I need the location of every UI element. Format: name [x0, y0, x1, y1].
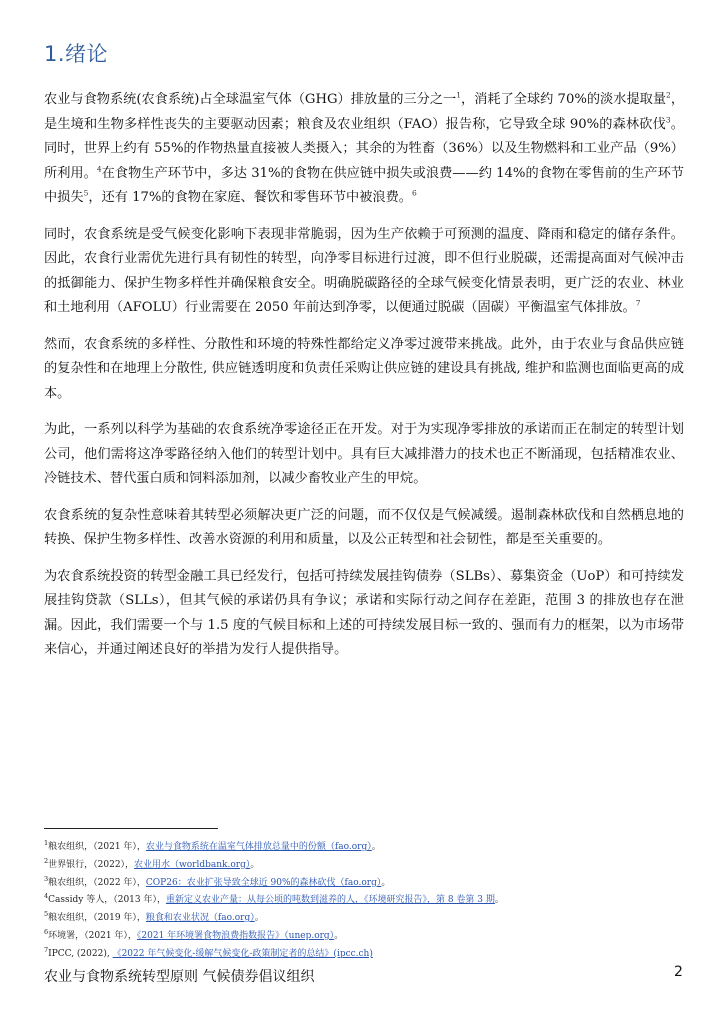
footnote-ref[interactable]: 2	[666, 90, 671, 100]
footnote-link[interactable]: 农业与食物系统在温室气体排放总量中的份额（fao.org）	[145, 842, 372, 852]
footnote-source: 世界银行，（2022），	[48, 859, 135, 870]
footnote-ref[interactable]: 5	[83, 188, 89, 198]
footnote-link[interactable]: 《2021 年环境署食物浪费指数报告》（unep.org）	[136, 930, 335, 941]
footnote-link[interactable]: COP26：农业扩张导致全球近 90%的森林砍伐（fao.org）	[145, 877, 382, 888]
footnote-source: Cassidy 等人，（2013 年），	[48, 895, 166, 906]
footnote-tail: 。	[381, 877, 391, 888]
footnote-link[interactable]: 粮食和农业状况（fao.org）	[145, 913, 255, 924]
paragraph-text: 农业与食物系统(农食系统)占全球温室气体（GHG）排放量的三分之一	[44, 92, 457, 107]
footnote-source: 粮农组织，（2019 年），	[48, 913, 146, 924]
footnote-tail: 。	[494, 895, 504, 906]
footnotes	[44, 839, 684, 964]
footnote-source: 粮农组织，（2022 年），	[48, 877, 146, 888]
footnote	[44, 928, 684, 946]
footnote-tail: 。	[250, 859, 260, 870]
footnote-source: 环境署，（2021 年），	[48, 930, 137, 941]
footnote-link[interactable]: 重新定义农业产量：从每公顷的吨数到滋养的人，《环境研究报告》，第 8 卷第 3 期	[165, 895, 495, 906]
footnote-tail: 。	[254, 913, 264, 924]
footnote	[44, 910, 684, 928]
paragraph-text: ，还有 17%的食物在家庭、餐饮和零售环节中被浪费。	[88, 190, 412, 205]
footnote-tail: 。	[334, 930, 344, 941]
paragraph-text: 在食物生产环节中，多达 31%的食物在供应链中损失或浪费——约 14%的食物在零售前的生产环节中损失	[44, 165, 684, 205]
paragraph-text: 然而，农食系统的多样性、分散性和环境的特殊性都给定义净零过渡带来挑战。此外，由于农业与食品供应链的复杂性和在地理上分散性, 供应链透明度和负责任采购让供应链的建设具有挑战, 维护和监测也面临更高的成本。	[44, 336, 684, 401]
footnote-ref[interactable]: 1	[456, 90, 462, 100]
paragraph	[44, 418, 684, 492]
body-text	[44, 88, 684, 675]
footnote-number: 5	[44, 910, 49, 919]
footer-title: 农业与食物系统转型原则 气候债券倡议组织	[44, 969, 315, 985]
footnote-ref[interactable]: 7	[635, 298, 641, 308]
section-title: 1.绪论	[44, 42, 109, 66]
paragraph	[44, 333, 684, 407]
footnote-number: 2	[44, 856, 49, 865]
footnote-source: IPCC, (2022),	[48, 948, 113, 959]
footnote-ref[interactable]: 3	[665, 115, 671, 125]
footnote	[44, 946, 684, 964]
footnote-number: 4	[44, 892, 49, 901]
footnote	[44, 857, 684, 875]
footnote-source: 粮农组织，（2021 年），	[48, 842, 146, 852]
paragraph-text: 为此，一系列以科学为基础的农食系统净零途径正在开发。对于为实现净零排放的承诺而正在制定的转型计划公司，他们需将这净零路径纳入他们的转型计划中。具有巨大减排潜力的技术也正不断涌现，包括精准农业、冷链技术、替代蛋白质和饲料添加剂，以减少畜牧业产生的甲烷。	[44, 422, 684, 486]
footnote-number: 6	[44, 927, 49, 936]
paragraph	[44, 504, 684, 553]
footnote-ref[interactable]: 4	[96, 164, 102, 174]
paragraph-text: 同时，农食系统是受气候变化影响下表现非常脆弱，因为生产依赖于可预测的温度、降雨和稳定的储存条件。因此，农食行业需优先进行具有韧性的转型，向净零目标进行过渡，即不但行业脱碳，还需提高面对气候冲击的抵御能力、保护生物多样性并确保粮食安全。明确脱碳路径的全球气候变化情景表明，更广泛的农业、林业和土地利用（AFOLU）行业需要在 2050 年前达到净零，以便通过脱碳（固碳）平衡温室气体排放。	[44, 226, 684, 315]
paragraph-text: 。同时，世界上约有 55%的作物热量直接被人类摄入；其余的为牲畜（36%）以及生物燃料和工业产品（9%）所利用。	[44, 116, 684, 181]
footnote-number: 7	[44, 945, 49, 954]
paragraph-text: ，是生境和生物多样性丧失的主要驱动因素；粮食及农业组织（FAO）报告称，它导致全球 90%的森林砍伐	[44, 92, 685, 132]
paragraph-text: 农食系统的复杂性意味着其转型必须解决更广泛的问题，而不仅仅是气候减缓。遏制森林砍伐和自然栖息地的转换、保护生物多样性、改善水资源的利用和质量，以及公正转型和社会韧性，都是至关重要的。	[44, 507, 684, 547]
paragraph-text: 为农食系统投资的转型金融工具已经发行，包括可持续发展挂钩债券（SLBs）、募集资金（UoP）和可持续发展挂钩贷款（SLLs），但其气候的承诺仍具有争议；承诺和实际行动之间存在差距，范围 3 的排放也存在泄漏。因此，我们需要一个与 1.5 度的气候目标和上述的可持续发展目标一致的、强而有力的框架，以为市场带来信心，并通过阐述良好的举措为发行人提供指导。	[44, 568, 684, 657]
paragraph	[44, 565, 684, 663]
paragraph	[44, 88, 684, 211]
footnote-link[interactable]: 《2022 年气候变化-缓解气候变化-政策制定者的总结》(ipcc.ch)	[112, 948, 373, 959]
footnote	[44, 892, 684, 910]
footnote-number: 3	[44, 874, 49, 883]
footnote-link[interactable]: 农业用水（worldbank.org）	[134, 859, 251, 870]
footnote-tail: 。	[371, 842, 381, 852]
paragraph	[44, 223, 684, 321]
paragraph-text: ，消耗了全球约 70%的淡水提取量	[461, 92, 667, 107]
footnote-ref[interactable]: 6	[411, 188, 417, 198]
footnote-number: 1	[44, 839, 49, 847]
footnote-separator	[44, 828, 218, 829]
footnote	[44, 839, 684, 857]
page-number: 2	[674, 964, 683, 980]
footnote	[44, 875, 684, 893]
